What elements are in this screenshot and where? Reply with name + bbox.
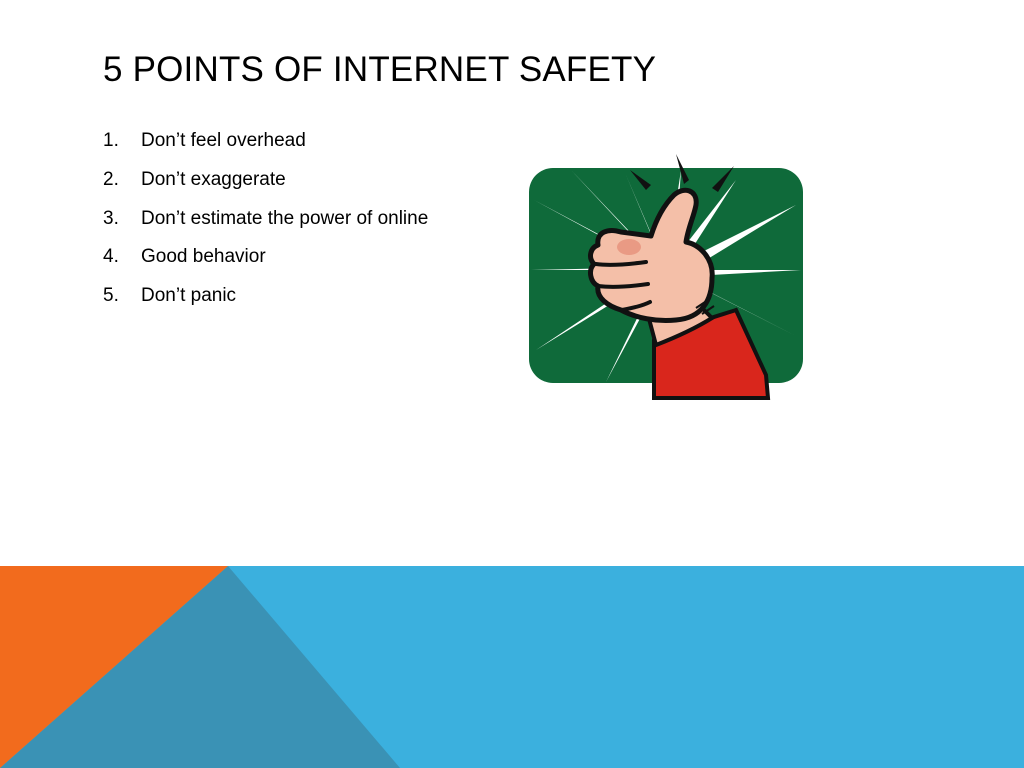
slide-title: 5 POINTS OF INTERNET SAFETY — [103, 50, 657, 89]
thumbs-up-icon — [526, 150, 806, 402]
list-item — [103, 285, 428, 324]
list-item-text: Good behavior — [141, 246, 266, 268]
points-list — [103, 130, 428, 324]
list-item-text: Don’t panic — [141, 285, 237, 307]
list-item-text: Don’t feel overhead — [141, 130, 306, 151]
list-item — [103, 208, 428, 247]
list-item — [103, 130, 428, 169]
list-item-number: 2. — [103, 168, 119, 190]
list-item — [103, 169, 428, 208]
list-item-text: Don’t exaggerate — [141, 168, 286, 190]
list-item-number: 5. — [103, 285, 119, 307]
footer-decoration — [0, 566, 1024, 768]
list-item-text: Don’t estimate the power of online — [141, 207, 429, 229]
list-item-number: 1. — [103, 130, 119, 151]
list-item-number: 3. — [103, 207, 119, 229]
list-item-number: 4. — [103, 246, 119, 268]
knuckle-shade — [617, 239, 641, 255]
list-item — [103, 246, 428, 285]
